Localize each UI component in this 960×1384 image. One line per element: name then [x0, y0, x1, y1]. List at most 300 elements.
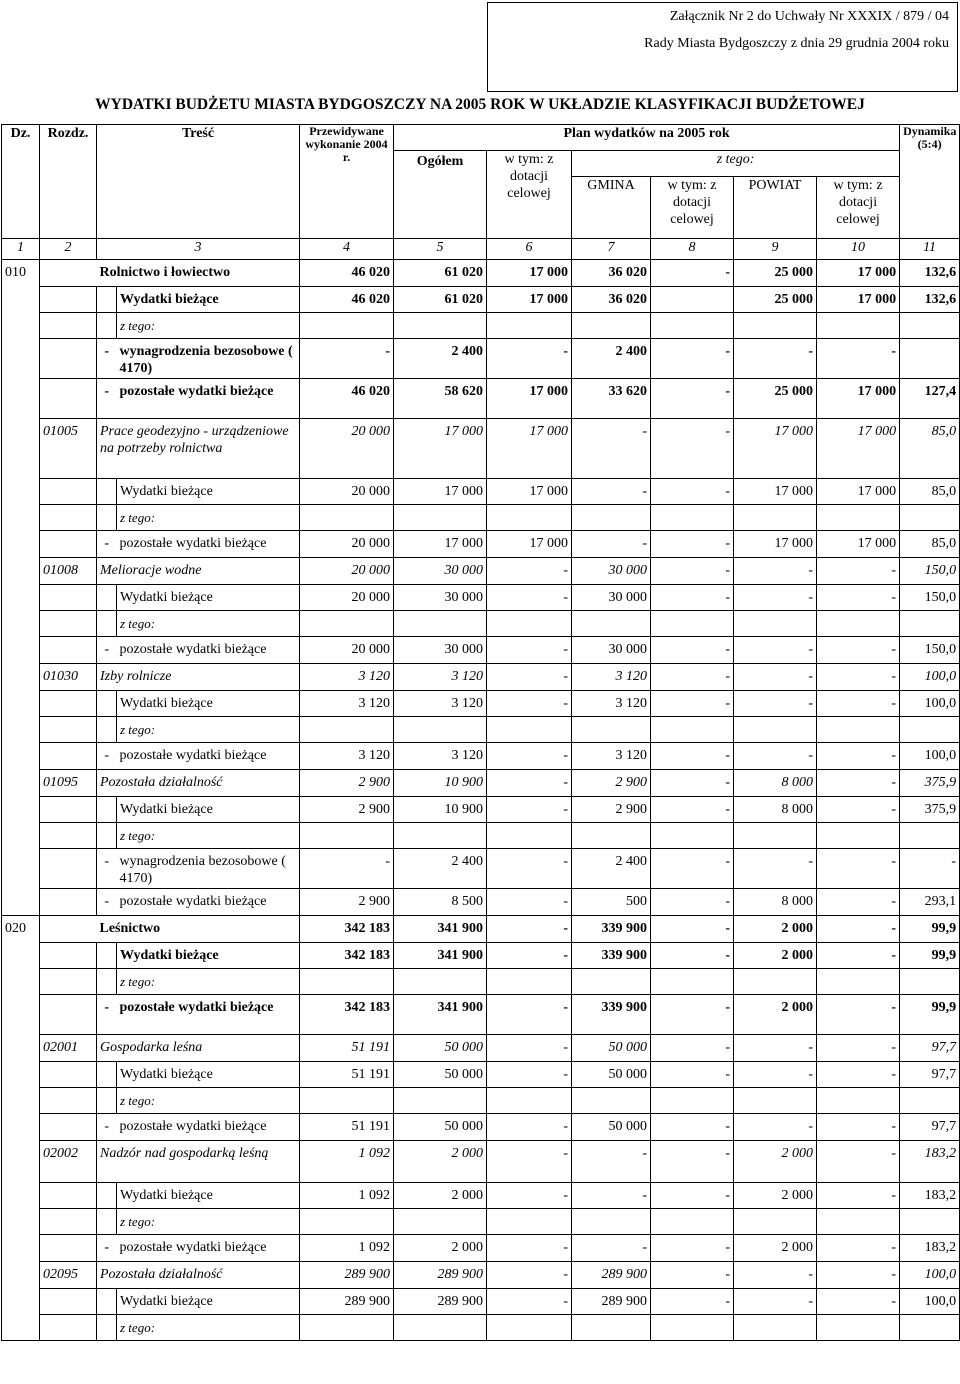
- value-cell: [817, 823, 900, 849]
- value-cell: -: [487, 943, 572, 969]
- value-cell: -: [817, 1062, 900, 1088]
- value-cell: -: [651, 1114, 734, 1141]
- value-cell: -: [572, 419, 651, 479]
- value-cell: -: [572, 479, 651, 505]
- value-cell: [900, 969, 960, 995]
- sub-item-label: pozostałe wydatki bieżące: [117, 1114, 300, 1141]
- wydatki-biezace-label: Wydatki bieżące: [117, 585, 300, 611]
- value-cell: 1 092: [300, 1141, 394, 1183]
- col-powiat-dotacji: w tym: z dotacji celowej: [817, 177, 900, 239]
- value-cell: -: [817, 743, 900, 770]
- table-row: [2, 691, 960, 717]
- value-cell: -: [651, 1062, 734, 1088]
- indent-cell: [97, 1088, 117, 1114]
- value-cell: -: [651, 419, 734, 479]
- value-cell: [817, 505, 900, 531]
- table-row: [2, 1209, 960, 1235]
- table-row: [2, 505, 960, 531]
- dz-cell: [2, 943, 40, 969]
- column-number-11: 11: [900, 239, 960, 260]
- value-cell: -: [651, 849, 734, 889]
- value-cell: 100,0: [900, 1289, 960, 1315]
- value-cell: -: [300, 339, 394, 379]
- value-cell: [900, 611, 960, 637]
- z-tego-label: z tego:: [117, 505, 300, 531]
- value-cell: 85,0: [900, 419, 960, 479]
- value-cell: [900, 1088, 960, 1114]
- header-line-2: Rady Miasta Bydgoszczy z dnia 29 grudnia 2004 roku: [644, 36, 949, 51]
- sub-item-label: pozostałe wydatki bieżące: [117, 1235, 300, 1262]
- col-ogolem: Ogółem: [394, 151, 487, 239]
- value-cell: -: [734, 664, 817, 691]
- value-cell: 61 020: [394, 260, 487, 287]
- value-cell: 46 020: [300, 260, 394, 287]
- value-cell: -: [817, 339, 900, 379]
- value-cell: -: [487, 664, 572, 691]
- value-cell: [734, 611, 817, 637]
- value-cell: [487, 1088, 572, 1114]
- col-gmina: GMINA: [572, 177, 651, 239]
- sub-item-label: pozostałe wydatki bieżące: [117, 889, 300, 916]
- dash-marker: -: [97, 637, 117, 664]
- value-cell: [394, 505, 487, 531]
- value-cell: -: [572, 1141, 651, 1183]
- table-row: [2, 287, 960, 313]
- table-row: [2, 558, 960, 585]
- value-cell: 17 000: [817, 419, 900, 479]
- dz-cell: [2, 691, 40, 717]
- value-cell: -: [734, 1035, 817, 1062]
- value-cell: 30 000: [394, 585, 487, 611]
- value-cell: 8 000: [734, 770, 817, 797]
- value-cell: 3 120: [394, 691, 487, 717]
- value-cell: 36 020: [572, 260, 651, 287]
- value-cell: 132,6: [900, 287, 960, 313]
- value-cell: -: [487, 1183, 572, 1209]
- dash-marker: -: [97, 1114, 117, 1141]
- value-cell: 25 000: [734, 287, 817, 313]
- value-cell: 100,0: [900, 691, 960, 717]
- dz-cell: [2, 379, 40, 419]
- rozdz-cell: [40, 479, 97, 505]
- column-number-9: 9: [734, 239, 817, 260]
- value-cell: -: [487, 1289, 572, 1315]
- value-cell: -: [734, 691, 817, 717]
- dz-cell: [2, 770, 40, 797]
- value-cell: 8 000: [734, 797, 817, 823]
- value-cell: 341 900: [394, 995, 487, 1035]
- value-cell: 2 900: [300, 889, 394, 916]
- value-cell: 17 000: [817, 260, 900, 287]
- value-cell: 17 000: [487, 379, 572, 419]
- rozdzial-name: Izby rolnicze: [97, 664, 300, 691]
- indent-cell: [97, 1209, 117, 1235]
- value-cell: -: [817, 797, 900, 823]
- value-cell: [734, 313, 817, 339]
- rozdz-cell: [40, 943, 97, 969]
- dash-marker: -: [97, 531, 117, 558]
- value-cell: [572, 969, 651, 995]
- value-cell: 50 000: [394, 1062, 487, 1088]
- value-cell: [394, 611, 487, 637]
- value-cell: 2 000: [734, 995, 817, 1035]
- wydatki-biezace-label: Wydatki bieżące: [117, 797, 300, 823]
- value-cell: [487, 717, 572, 743]
- value-cell: [900, 339, 960, 379]
- table-row: [2, 637, 960, 664]
- value-cell: [817, 611, 900, 637]
- z-tego-label: z tego:: [117, 1209, 300, 1235]
- value-cell: 100,0: [900, 1262, 960, 1289]
- table-row: [2, 943, 960, 969]
- value-cell: 46 020: [300, 287, 394, 313]
- value-cell: 2 900: [572, 797, 651, 823]
- rozdz-cell: [40, 637, 97, 664]
- indent-cell: [97, 479, 117, 505]
- value-cell: -: [487, 1235, 572, 1262]
- value-cell: [487, 1209, 572, 1235]
- value-cell: [572, 1315, 651, 1341]
- dz-cell: [2, 1315, 40, 1341]
- dz-cell: [2, 313, 40, 339]
- value-cell: 2 000: [734, 943, 817, 969]
- value-cell: -: [651, 637, 734, 664]
- value-cell: -: [487, 1141, 572, 1183]
- value-cell: [572, 313, 651, 339]
- sub-item-label: pozostałe wydatki bieżące: [117, 531, 300, 558]
- table-row: [2, 1315, 960, 1341]
- value-cell: 99,9: [900, 916, 960, 943]
- dz-cell: [2, 995, 40, 1035]
- dash-marker: -: [97, 1235, 117, 1262]
- value-cell: -: [651, 797, 734, 823]
- value-cell: [487, 969, 572, 995]
- wydatki-biezace-label: Wydatki bieżące: [117, 1183, 300, 1209]
- value-cell: [900, 1209, 960, 1235]
- value-cell: [817, 969, 900, 995]
- dz-cell: [2, 1183, 40, 1209]
- value-cell: -: [734, 1114, 817, 1141]
- value-cell: 3 120: [394, 664, 487, 691]
- value-cell: [651, 717, 734, 743]
- rozdz-cell: 01030: [40, 664, 97, 691]
- z-tego-label: z tego:: [117, 611, 300, 637]
- value-cell: 2 000: [394, 1183, 487, 1209]
- value-cell: [651, 1088, 734, 1114]
- value-cell: 30 000: [572, 637, 651, 664]
- value-cell: 51 191: [300, 1035, 394, 1062]
- value-cell: 293,1: [900, 889, 960, 916]
- value-cell: -: [651, 943, 734, 969]
- sub-item-label: wynagrodzenia bezosobowe ( 4170): [117, 339, 300, 379]
- indent-cell: [97, 943, 117, 969]
- dash-marker: -: [97, 889, 117, 916]
- col-wtym-dotacji: w tym: z dotacji celowej: [487, 151, 572, 239]
- value-cell: -: [651, 339, 734, 379]
- value-cell: 17 000: [394, 419, 487, 479]
- value-cell: [300, 1209, 394, 1235]
- value-cell: -: [487, 889, 572, 916]
- value-cell: -: [487, 339, 572, 379]
- value-cell: -: [651, 558, 734, 585]
- value-cell: [651, 823, 734, 849]
- value-cell: 1 092: [300, 1235, 394, 1262]
- header-box: [487, 2, 958, 92]
- dz-cell: [2, 585, 40, 611]
- value-cell: 1 092: [300, 1183, 394, 1209]
- value-cell: 375,9: [900, 770, 960, 797]
- value-cell: -: [651, 1235, 734, 1262]
- value-cell: [734, 717, 817, 743]
- col-przewidywane: Przewidywane wykonanie 2004 r.: [300, 125, 394, 239]
- value-cell: -: [817, 943, 900, 969]
- dz-cell: [2, 1114, 40, 1141]
- dash-marker: -: [97, 849, 117, 889]
- indent-cell: [97, 313, 117, 339]
- value-cell: 99,9: [900, 995, 960, 1035]
- value-cell: 2 000: [734, 916, 817, 943]
- value-cell: 33 620: [572, 379, 651, 419]
- dz-cell: [2, 1262, 40, 1289]
- value-cell: 17 000: [817, 287, 900, 313]
- col-dz: Dz.: [2, 125, 40, 239]
- value-cell: 51 191: [300, 1062, 394, 1088]
- table-row: [2, 1289, 960, 1315]
- rozdz-cell: [40, 995, 97, 1035]
- value-cell: -: [487, 916, 572, 943]
- value-cell: [572, 1209, 651, 1235]
- value-cell: 50 000: [572, 1114, 651, 1141]
- table-row: [2, 379, 960, 419]
- rozdz-cell: [40, 1088, 97, 1114]
- rozdz-cell: [40, 743, 97, 770]
- value-cell: [734, 969, 817, 995]
- value-cell: -: [651, 1289, 734, 1315]
- rozdz-cell: [40, 916, 97, 943]
- value-cell: -: [734, 1062, 817, 1088]
- value-cell: 10 900: [394, 770, 487, 797]
- sub-item-label: pozostałe wydatki bieżące: [117, 995, 300, 1035]
- sub-item-label: wynagrodzenia bezosobowe ( 4170): [117, 849, 300, 889]
- table-row: [2, 419, 960, 479]
- dz-cell: [2, 849, 40, 889]
- value-cell: -: [734, 637, 817, 664]
- table-row: [2, 1114, 960, 1141]
- dz-cell: [2, 287, 40, 313]
- value-cell: -: [487, 995, 572, 1035]
- value-cell: 341 900: [394, 943, 487, 969]
- table-row: [2, 1062, 960, 1088]
- value-cell: [394, 969, 487, 995]
- value-cell: 150,0: [900, 637, 960, 664]
- z-tego-label: z tego:: [117, 1088, 300, 1114]
- wydatki-biezace-label: Wydatki bieżące: [117, 1062, 300, 1088]
- value-cell: 17 000: [487, 260, 572, 287]
- value-cell: 97,7: [900, 1114, 960, 1141]
- rozdz-cell: [40, 313, 97, 339]
- rozdz-cell: [40, 1289, 97, 1315]
- rozdz-cell: 01008: [40, 558, 97, 585]
- value-cell: 289 900: [300, 1262, 394, 1289]
- value-cell: 30 000: [572, 585, 651, 611]
- wydatki-biezace-label: Wydatki bieżące: [117, 287, 300, 313]
- value-cell: -: [651, 1141, 734, 1183]
- value-cell: 17 000: [394, 479, 487, 505]
- table-row: [2, 770, 960, 797]
- value-cell: 2 000: [394, 1141, 487, 1183]
- table-row: [2, 916, 960, 943]
- value-cell: -: [734, 339, 817, 379]
- value-cell: [300, 717, 394, 743]
- rozdz-cell: [40, 889, 97, 916]
- column-number-10: 10: [817, 239, 900, 260]
- rozdzial-name: Pozostała działalność: [97, 1262, 300, 1289]
- rozdz-cell: 01095: [40, 770, 97, 797]
- value-cell: -: [572, 1235, 651, 1262]
- value-cell: 20 000: [300, 585, 394, 611]
- value-cell: [817, 1209, 900, 1235]
- value-cell: [487, 313, 572, 339]
- value-cell: [651, 1315, 734, 1341]
- value-cell: [651, 611, 734, 637]
- rozdz-cell: [40, 339, 97, 379]
- value-cell: 20 000: [300, 558, 394, 585]
- value-cell: 97,7: [900, 1062, 960, 1088]
- indent-cell: [97, 287, 117, 313]
- value-cell: 61 020: [394, 287, 487, 313]
- value-cell: [394, 1209, 487, 1235]
- value-cell: -: [734, 1262, 817, 1289]
- column-number-8: 8: [651, 239, 734, 260]
- value-cell: [572, 611, 651, 637]
- value-cell: 289 900: [300, 1289, 394, 1315]
- value-cell: [817, 313, 900, 339]
- value-cell: 339 900: [572, 916, 651, 943]
- value-cell: -: [487, 585, 572, 611]
- value-cell: 17 000: [817, 379, 900, 419]
- dash-marker: -: [97, 995, 117, 1035]
- table-row: [2, 823, 960, 849]
- value-cell: 3 120: [300, 743, 394, 770]
- rozdz-cell: [40, 849, 97, 889]
- table-row: [2, 1235, 960, 1262]
- dz-cell: [2, 419, 40, 479]
- value-cell: 17 000: [487, 419, 572, 479]
- value-cell: 2 900: [300, 797, 394, 823]
- rozdz-cell: [40, 260, 97, 287]
- rozdz-cell: [40, 1114, 97, 1141]
- value-cell: -: [651, 1035, 734, 1062]
- value-cell: -: [487, 558, 572, 585]
- rozdz-cell: [40, 611, 97, 637]
- value-cell: [817, 1315, 900, 1341]
- value-cell: 17 000: [394, 531, 487, 558]
- rozdzial-name: Nadzór nad gospodarką leśną: [97, 1141, 300, 1183]
- rozdzial-name: Melioracje wodne: [97, 558, 300, 585]
- value-cell: 17 000: [487, 531, 572, 558]
- rozdzial-name: Gospodarka leśna: [97, 1035, 300, 1062]
- table-row: [2, 313, 960, 339]
- indent-cell: [97, 505, 117, 531]
- value-cell: 99,9: [900, 943, 960, 969]
- value-cell: -: [817, 1235, 900, 1262]
- value-cell: -: [651, 770, 734, 797]
- value-cell: 17 000: [487, 287, 572, 313]
- column-number-6: 6: [487, 239, 572, 260]
- value-cell: 342 183: [300, 943, 394, 969]
- rozdz-cell: [40, 287, 97, 313]
- value-cell: -: [734, 1289, 817, 1315]
- value-cell: -: [487, 1035, 572, 1062]
- value-cell: 2 400: [394, 849, 487, 889]
- dz-cell: [2, 717, 40, 743]
- rozdz-cell: [40, 531, 97, 558]
- indent-cell: [97, 823, 117, 849]
- rozdz-cell: [40, 797, 97, 823]
- wydatki-biezace-label: Wydatki bieżące: [117, 691, 300, 717]
- rozdz-cell: [40, 823, 97, 849]
- rozdz-cell: 02095: [40, 1262, 97, 1289]
- dz-cell: [2, 1062, 40, 1088]
- table-row: [2, 717, 960, 743]
- value-cell: -: [734, 585, 817, 611]
- value-cell: 2 000: [734, 1183, 817, 1209]
- value-cell: [487, 1315, 572, 1341]
- table-row: [2, 1035, 960, 1062]
- dzial-name: Rolnictwo i łowiectwo: [97, 260, 300, 287]
- value-cell: -: [651, 585, 734, 611]
- value-cell: -: [487, 637, 572, 664]
- dz-cell: [2, 479, 40, 505]
- value-cell: -: [817, 558, 900, 585]
- dz-cell: [2, 823, 40, 849]
- value-cell: -: [651, 916, 734, 943]
- value-cell: 289 900: [394, 1289, 487, 1315]
- column-number-5: 5: [394, 239, 487, 260]
- value-cell: 51 191: [300, 1114, 394, 1141]
- value-cell: 20 000: [300, 479, 394, 505]
- value-cell: 3 120: [572, 664, 651, 691]
- rozdz-cell: [40, 717, 97, 743]
- dz-cell: [2, 889, 40, 916]
- value-cell: 8 000: [734, 889, 817, 916]
- value-cell: -: [817, 770, 900, 797]
- value-cell: [394, 717, 487, 743]
- value-cell: 10 900: [394, 797, 487, 823]
- dz-cell: [2, 339, 40, 379]
- table-row: [2, 339, 960, 379]
- column-number-1: 1: [2, 239, 40, 260]
- value-cell: 97,7: [900, 1035, 960, 1062]
- dz-cell: [2, 611, 40, 637]
- value-cell: 17 000: [734, 531, 817, 558]
- value-cell: [651, 505, 734, 531]
- table-row: [2, 1262, 960, 1289]
- dzial-name: Leśnictwo: [97, 916, 300, 943]
- value-cell: -: [817, 1289, 900, 1315]
- value-cell: -: [651, 531, 734, 558]
- value-cell: 339 900: [572, 995, 651, 1035]
- rozdz-cell: [40, 585, 97, 611]
- rozdzial-name: Prace geodezyjno - urządzeniowe na potrzeby rolnictwa: [97, 419, 300, 479]
- value-cell: -: [734, 743, 817, 770]
- wydatki-biezace-label: Wydatki bieżące: [117, 1289, 300, 1315]
- value-cell: -: [900, 849, 960, 889]
- value-cell: [734, 1209, 817, 1235]
- value-cell: -: [817, 1114, 900, 1141]
- value-cell: 17 000: [817, 531, 900, 558]
- value-cell: -: [817, 691, 900, 717]
